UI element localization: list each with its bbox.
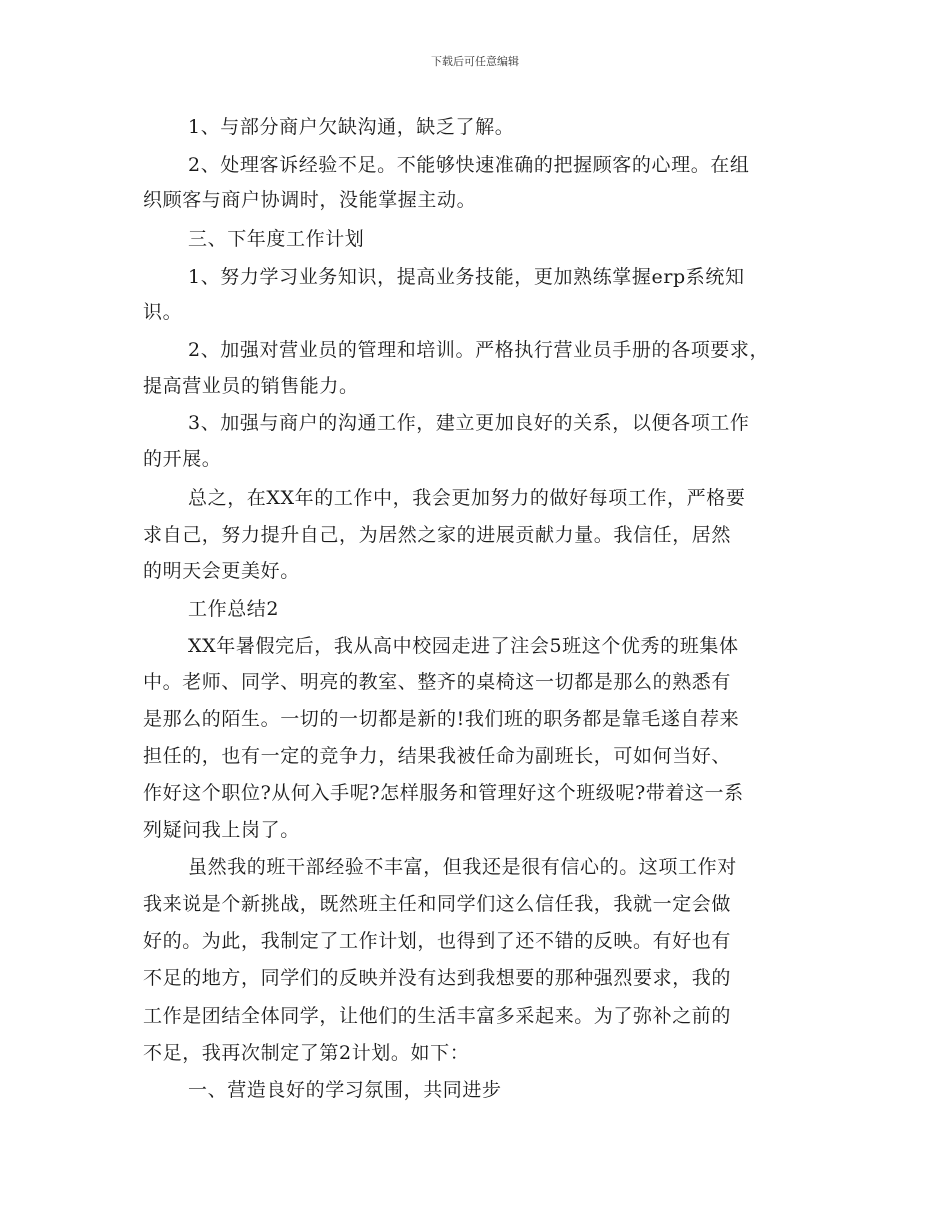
text-line: 不足，我再次制定了第2计划。如下：: [143, 1042, 470, 1064]
section-heading: 工作总结2: [188, 598, 280, 620]
text-line: 识。: [143, 301, 183, 323]
section-heading: 一、营造良好的学习氛围，共同进步: [188, 1079, 502, 1101]
text-line: 虽然我的班干部经验不丰富，但我还是很有信心的。这项工作对: [188, 856, 737, 878]
text-line: 工作是团结全体同学，让他们的生活丰富多采起来。为了弥补之前的: [143, 1005, 732, 1027]
text-line: 提高营业员的销售能力。: [143, 375, 359, 397]
text-line: 3、加强与商户的沟通工作，建立更加良好的关系，以便各项工作: [188, 412, 750, 434]
text-line: 好的。为此，我制定了工作计划，也得到了还不错的反映。有好也有: [143, 930, 732, 952]
section-heading: 三、下年度工作计划: [188, 228, 365, 250]
text-line: XX年暑假完后，我从高中校园走进了注会5班这个优秀的班集体: [188, 635, 739, 657]
text-line: 是那么的陌生。一切的一切都是新的!我们班的职务都是靠毛遂自荐来: [143, 708, 740, 730]
text-line: 2、加强对营业员的管理和培训。严格执行营业员手册的各项要求，: [188, 339, 770, 361]
text-line: 求自己，努力提升自己，为居然之家的进展贡献力量。我信任，居然: [143, 524, 732, 546]
text-line: 1、努力学习业务知识，提高业务技能，更加熟练掌握erp系统知: [188, 266, 745, 288]
text-line: 列疑问我上岗了。: [143, 819, 300, 841]
text-line: 我来说是个新挑战，既然班主任和同学们这么信任我，我就一定会做: [143, 893, 732, 915]
text-line: 中。老师、同学、明亮的教室、整齐的桌椅这一切都是那么的熟悉有: [143, 671, 732, 693]
text-line: 的明天会更美好。: [143, 560, 300, 582]
text-line: 1、与部分商户欠缺沟通，缺乏了解。: [188, 116, 515, 138]
text-line: 总之，在XX年的工作中，我会更加努力的做好每项工作，严格要: [188, 487, 746, 509]
text-line: 作好这个职位?从何入手呢?怎样服务和管理好这个班级呢?带着这一系: [143, 782, 744, 804]
text-line: 织顾客与商户协调时，没能掌握主动。: [143, 189, 477, 211]
text-line: 的开展。: [143, 448, 222, 470]
text-line: 不足的地方，同学们的反映并没有达到我想要的那种强烈要求，我的: [143, 967, 732, 989]
page-header-note: 下载后可任意编辑: [431, 55, 519, 68]
text-line: 担任的，也有一定的竞争力，结果我被任命为副班长，可如何当好、: [143, 745, 732, 767]
text-line: 2、处理客诉经验不足。不能够快速准确的把握顾客的心理。在组: [188, 154, 750, 176]
